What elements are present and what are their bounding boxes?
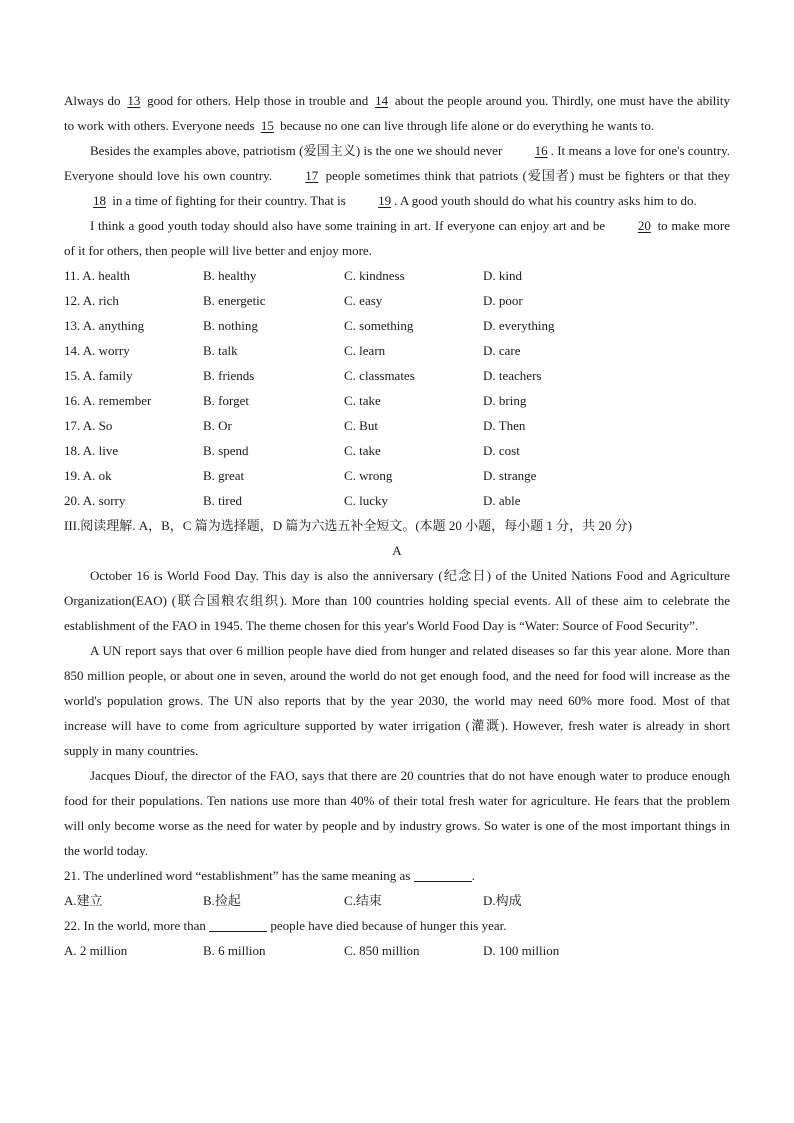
option: D. able	[483, 493, 521, 508]
option: B. forget	[203, 393, 249, 408]
option-row-16	[64, 388, 730, 413]
option: 19. A. ok	[64, 468, 112, 483]
option: 16. A. remember	[64, 393, 152, 408]
text-run: . A good youth should do what his country asks him to do.	[394, 193, 697, 208]
blank-17: 17	[305, 168, 319, 183]
option: B. talk	[203, 343, 238, 358]
option: 14. A. worry	[64, 343, 130, 358]
blank-16: 16	[534, 143, 548, 158]
blank-18: 18	[93, 193, 106, 208]
passage-paragraph-2: A UN report says that over 6 million people have died from hunger and related diseases so far this year alone. More than 850 million people, or about one in seven, around the world do not get enough food, and the need for food will increase as the world's population grows. The UN also reports that by the year 2030, the world may need 60% more food. Most of that increase will have to come from agriculture supported by water irrigation (灌溉). However, fresh water is already in short supply in many countries.	[64, 643, 730, 758]
option: C. take	[344, 393, 381, 408]
text-run: I think a good youth today should also have some training in art. If everyone can enjoy art and be	[90, 218, 609, 233]
blank-14: 14	[375, 93, 389, 108]
option: 17. A. So	[64, 418, 113, 433]
option: C. classmates	[344, 368, 415, 383]
cloze-options	[64, 263, 730, 513]
option-row-11	[64, 263, 730, 288]
question-text: people have died because of hunger this year.	[267, 918, 507, 933]
text-run: Besides the examples above, patriotism (爱国主义) is the one we should never	[90, 143, 506, 158]
option: C.结束	[344, 893, 382, 908]
question-22	[64, 913, 730, 938]
option: C. take	[344, 443, 381, 458]
option: D. bring	[483, 393, 527, 408]
question-21	[64, 863, 730, 888]
text-run: . It means a love for one's country. Everyone should love his own country.	[64, 143, 730, 183]
option: B. spend	[203, 443, 249, 458]
option: B. nothing	[203, 318, 258, 333]
option: 15. A. family	[64, 368, 133, 383]
option: A. 2 million	[64, 943, 128, 958]
option: B. tired	[203, 493, 242, 508]
option: D. poor	[483, 293, 523, 308]
option: C. 850 million	[344, 943, 420, 958]
option-row-14	[64, 338, 730, 363]
option-row-17	[64, 413, 730, 438]
option: D. strange	[483, 468, 537, 483]
cloze-paragraph-1	[64, 88, 730, 138]
question-text: .	[471, 868, 475, 883]
option-row-12	[64, 288, 730, 313]
passage-paragraph-3: Jacques Diouf, the director of the FAO, says that there are 20 countries that do not have enough water to produce enough food for their populations. Ten nations use more than 40% of their total fresh water for agriculture. He fears that the problem will only become worse as the need for water by people and by industry grows. So water is one of the most important things in the world today.	[64, 768, 730, 858]
option: B.捡起	[203, 893, 241, 908]
option: B. Or	[203, 418, 232, 433]
option: D. Then	[483, 418, 526, 433]
option: 11. A. health	[64, 268, 130, 283]
text-run: people sometimes think that patriots (爱国者) must be fighters or that they	[321, 168, 730, 183]
answer-blank	[414, 869, 472, 882]
option: C. But	[344, 418, 378, 433]
text-run: to make more of it for others, then people will live better and enjoy more.	[64, 218, 730, 258]
text-run: because no one can live through life alone or do everything he wants to.	[276, 118, 655, 133]
option: C. lucky	[344, 493, 389, 508]
option: B. energetic	[203, 293, 266, 308]
passage-paragraph-1: October 16 is World Food Day. This day is also the anniversary (纪念日) of the United Nations Food and Agriculture Organization(EAO) (联合国粮农组织). More than 100 countries holding special events. All of these aim to celebrate the establishment of the FAO in 1945. The theme chosen for this year's World Food Day is “Water: Source of Food Security”.	[64, 568, 730, 633]
option: B. healthy	[203, 268, 257, 283]
blank-20: 20	[637, 218, 651, 233]
option: C. wrong	[344, 468, 393, 483]
exam-page	[64, 88, 730, 963]
text-run: good for others. Help those in trouble and	[143, 93, 373, 108]
option-row-19	[64, 463, 730, 488]
option: D. everything	[483, 318, 555, 333]
section-heading: III.阅读理解. A，B，C 篇为选择题，D 篇为六选五补全短文。(本题 20 小题，每小题 1 分，共 20 分)	[64, 518, 633, 533]
option-row-18	[64, 438, 730, 463]
text-run: about the people around you. Thirdly, one must have the ability to work with others. Everyone needs	[64, 93, 731, 133]
question-text: 22. In the world, more than	[64, 918, 210, 933]
option: D. cost	[483, 443, 520, 458]
option: 20. A. sorry	[64, 493, 126, 508]
cloze-paragraph-3	[64, 213, 730, 263]
option: B. 6 million	[203, 943, 266, 958]
option: D. kind	[483, 268, 522, 283]
option: 12. A. rich	[64, 293, 119, 308]
option-row-20	[64, 488, 730, 513]
option-row-15	[64, 363, 730, 388]
blank-13: 13	[127, 93, 141, 108]
cloze-paragraph-2	[64, 138, 730, 213]
passage-label: A	[392, 543, 402, 558]
blank-19: 19	[378, 193, 392, 208]
option: B. friends	[203, 368, 255, 383]
option: C. kindness	[344, 268, 405, 283]
text-run: Always do	[64, 93, 125, 108]
question-21-options	[64, 888, 730, 913]
option: C. something	[344, 318, 414, 333]
option: 13. A. anything	[64, 318, 145, 333]
answer-blank	[209, 919, 267, 932]
option: A.建立	[64, 893, 103, 908]
option: D. teachers	[483, 368, 542, 383]
text-run: in a time of fighting for their country. That is	[109, 193, 350, 208]
question-22-options	[64, 938, 730, 963]
question-text: 21. The underlined word “establishment” has the same meaning as	[64, 868, 414, 883]
option: C. easy	[344, 293, 383, 308]
option: 18. A. live	[64, 443, 119, 458]
option: B. great	[203, 468, 245, 483]
option-row-13	[64, 313, 730, 338]
option: D. 100 million	[483, 943, 560, 958]
option: D. care	[483, 343, 521, 358]
option: C. learn	[344, 343, 386, 358]
blank-15: 15	[260, 118, 274, 133]
option: D.构成	[483, 893, 522, 908]
